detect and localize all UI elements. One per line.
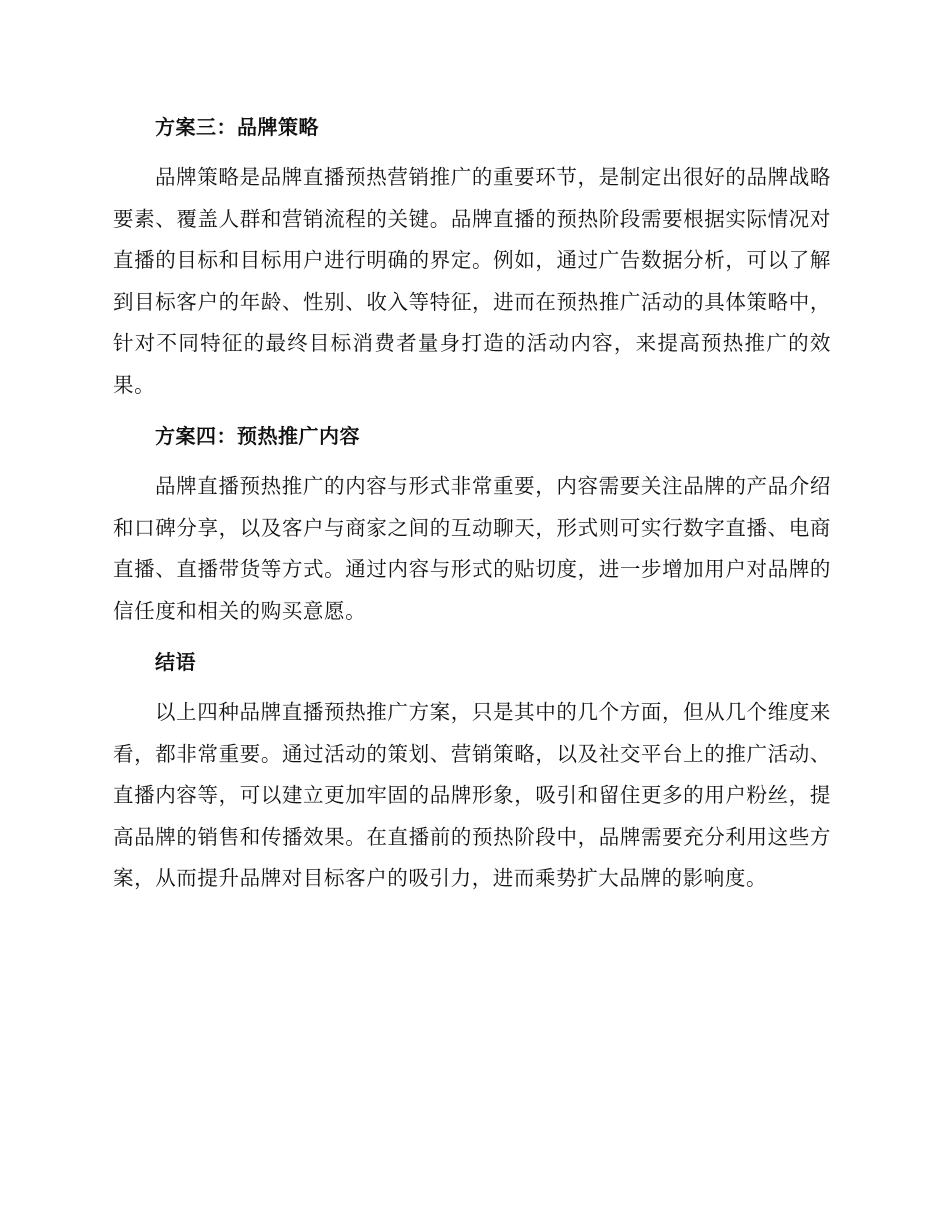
section-heading-conclusion: 结语 bbox=[155, 650, 196, 674]
section-heading-plan-three: 方案三：品牌策略 bbox=[155, 115, 319, 139]
section-heading-plan-four: 方案四：预热推广内容 bbox=[155, 424, 360, 448]
section-paragraph-plan-three: 品牌策略是品牌直播预热营销推广的重要环节，是制定出很好的品牌战略要素、覆盖人群和营销流程的关键。品牌直播的预热阶段需要根据实际情况对直播的目标和目标用户进行明确的界定。例如，通过广告数据分析，可以了解到目标客户的年龄、性别、收入等特征，进而在预热推广活动的具体策略中，针对不同特征的最终目标消费者量身打造的活动内容，来提高预热推广的效果。 bbox=[113, 165, 831, 397]
document-body bbox=[113, 106, 831, 909]
section-paragraph-plan-four: 品牌直播预热推广的内容与形式非常重要，内容需要关注品牌的产品介绍和口碑分享，以及客户与商家之间的互动聊天，形式则可实行数字直播、电商直播、直播带货等方式。通过内容与形式的贴切度，进一步增加用户对品牌的信任度和相关的购买意愿。 bbox=[113, 474, 831, 623]
section-paragraph-conclusion: 以上四种品牌直播预热推广方案，只是其中的几个方面，但从几个维度来看，都非常重要。通过活动的策划、营销策略，以及社交平台上的推广活动、直播内容等，可以建立更加牢固的品牌形象，吸引和留住更多的用户粉丝，提高品牌的销售和传播效果。在直播前的预热阶段中，品牌需要充分利用这些方案，从而提升品牌对目标客户的吸引力，进而乘势扩大品牌的影响度。 bbox=[113, 700, 831, 890]
